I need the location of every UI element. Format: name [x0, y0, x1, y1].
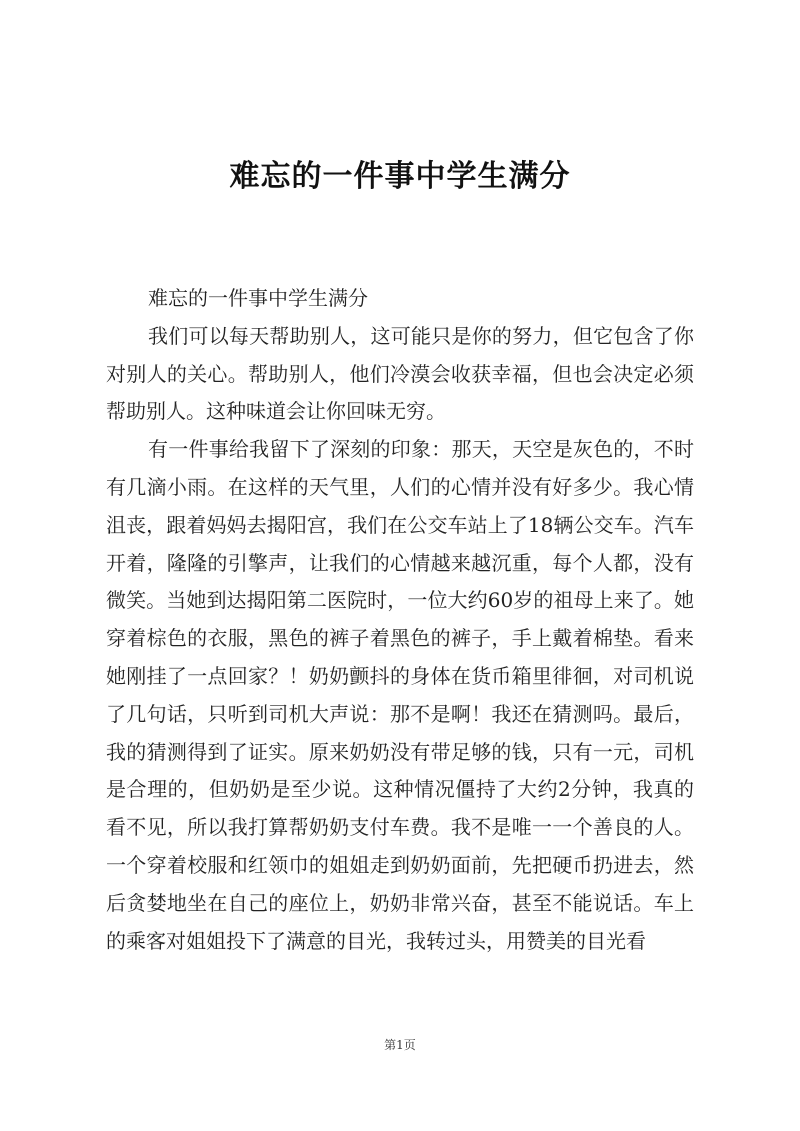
document-title: 难忘的一件事中学生满分: [229, 159, 571, 194]
page-number: 第1页: [384, 1038, 416, 1052]
paragraph-intro: 我们可以每天帮助别人，这可能只是你的努力，但它包含了你对别人的关心。帮助别人，他们冷漠会收获幸福，但也会决定必须帮助别人。这种味道会让你回味无穷。: [106, 323, 694, 424]
paragraph-story: 有一件事给我留下了深刻的印象：那天，天空是灰色的，不时有几滴小雨。在这样的天气里，人们的心情并没有好多少。我心情沮丧，跟着妈妈去揭阳宫，我们在公交车站上了18辆公交车。汽车开着，隆隆的引擎声，让我们的心情越来越沉重，每个人都，没有微笑。当她到达揭阳第二医院时，一位大约60岁的祖母上来了。她穿着棕色的衣服，黑色的裤子着黑色的裤子，手上戴着棉垫。看来她刚挂了一点回家？！奶奶颤抖的身体在货币箱里徘徊，对司机说了几句话，只听到司机大声说：那不是啊！我还在猜测吗。最后，我的猜测得到了证实。原来奶奶没有带足够的钱，只有一元，司机是合理的，但奶奶是至少说。这种情况僵持了大约2分钟，我真的看不见，所以我打算帮奶奶支付车费。我不是唯一一个善良的人。一个穿着校服和红领巾的姐姐走到奶奶面前，先把硬币扔进去，然后贪婪地坐在自己的座位上，奶奶非常兴奋，甚至不能说话。车上的乘客对姐姐投下了满意的目光，我转过头，用赞美的目光看: [106, 437, 694, 953]
document-body: [106, 280, 694, 960]
paragraph-subtitle: 难忘的一件事中学生满分: [148, 286, 368, 310]
